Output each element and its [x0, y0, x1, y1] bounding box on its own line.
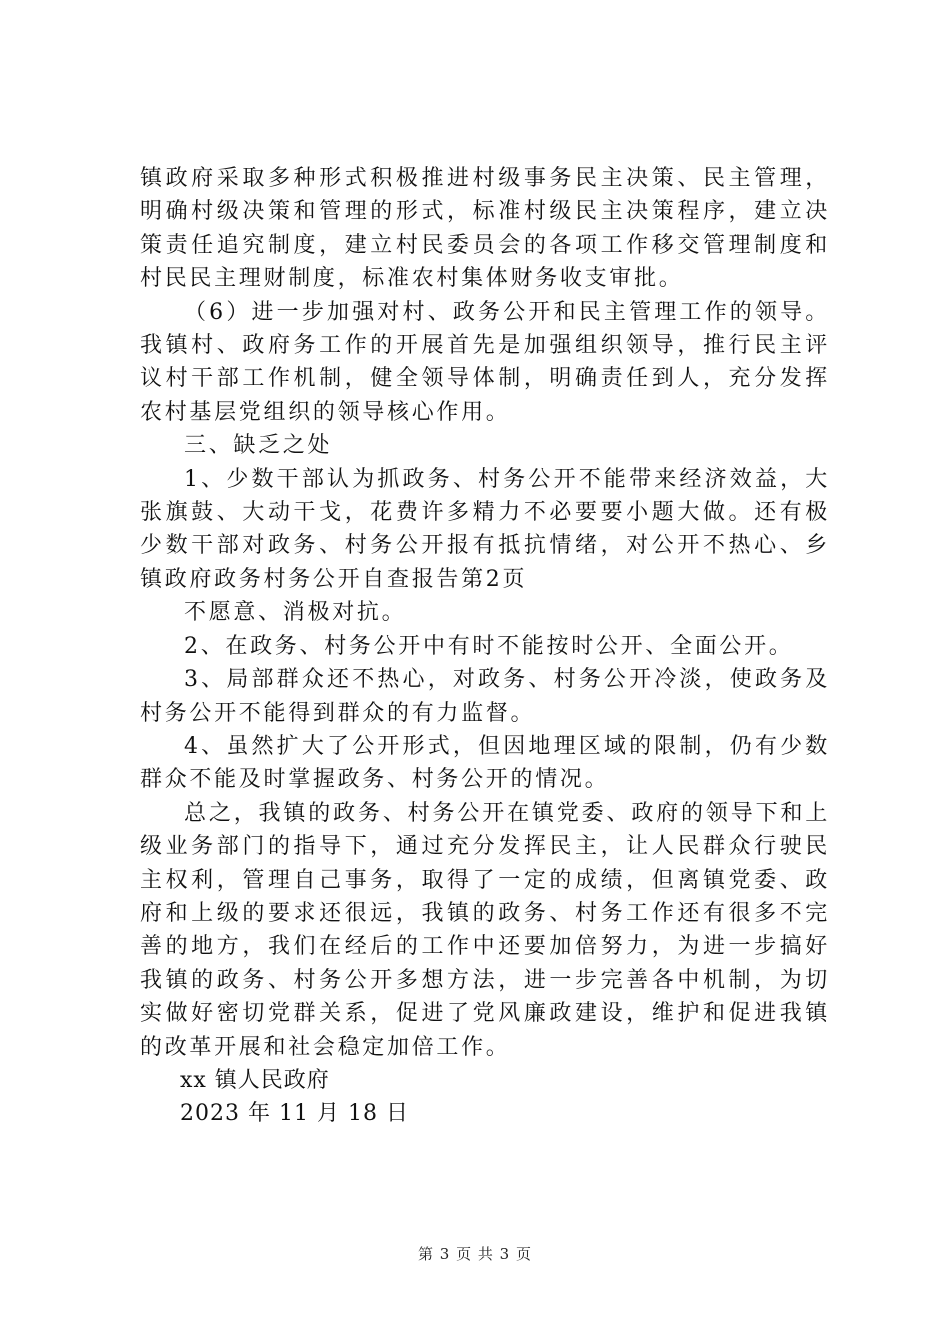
body-paragraph: 4、虽然扩大了公开形式，但因地理区域的限制，仍有少数群众不能及时掌握政务、村务公开的情况。	[140, 733, 830, 793]
date-line: 2023 年 11 月 18 日	[180, 1101, 409, 1127]
body-paragraph: （6）进一步加强对村、政务公开和民主管理工作的领导。我镇村、政府务工作的开展首先是加强组织领导，推行民主评议村干部工作机制，健全领导体制，明确责任到人，充分发挥农村基层党组织的领导核心作用。	[140, 299, 830, 425]
body-paragraph: 1、少数干部认为抓政务、村务公开不能带来经济效益，大张旗鼓、大动干戈，花费许多精力不必要要小题大做。还有极少数干部对政务、村务公开报有抵抗情绪，对公开不热心、乡镇政府政务村务公开自查报告第2页	[140, 466, 830, 592]
body-paragraph: 镇政府采取多种形式积极推进村级事务民主决策、民主管理，明确村级决策和管理的形式，标准村级民主决策程序，建立决策责任追究制度，建立村民委员会的各项工作移交管理制度和村民民主理财制度，标准农村集体财务收支审批。	[140, 166, 830, 292]
body-paragraph: 3、局部群众还不热心，对政务、村务公开冷淡，使政务及村务公开不能得到群众的有力监督。	[140, 667, 830, 726]
section-heading: 三、缺乏之处	[184, 433, 333, 459]
body-paragraph: 总之，我镇的政务、村务公开在镇党委、政府的领导下和上级业务部门的指导下，通过充分发挥民主，让人民群众行驶民主权利，管理自己事务，取得了一定的成绩，但离镇党委、政府和上级的要求还很远，我镇的政务、村务工作还有很多不完善的地方，我们在经后的工作中还要加倍努力，为进一步搞好我镇的政务、村务公开多想方法，进一步完善各中机制，为切实做好密切党群关系，促进了党风廉政建设，维护和促进我镇的改革开展和社会稳定加倍工作。	[140, 800, 830, 1060]
document-body	[140, 162, 830, 1131]
page-footer: 第 3 页 共 3 页	[418, 1245, 532, 1263]
body-paragraph: 不愿意、消极对抗。	[184, 600, 407, 626]
signature-line: xx 镇人民政府	[180, 1067, 330, 1093]
body-paragraph: 2、在政务、村务公开中有时不能按时公开、全面公开。	[184, 633, 794, 659]
